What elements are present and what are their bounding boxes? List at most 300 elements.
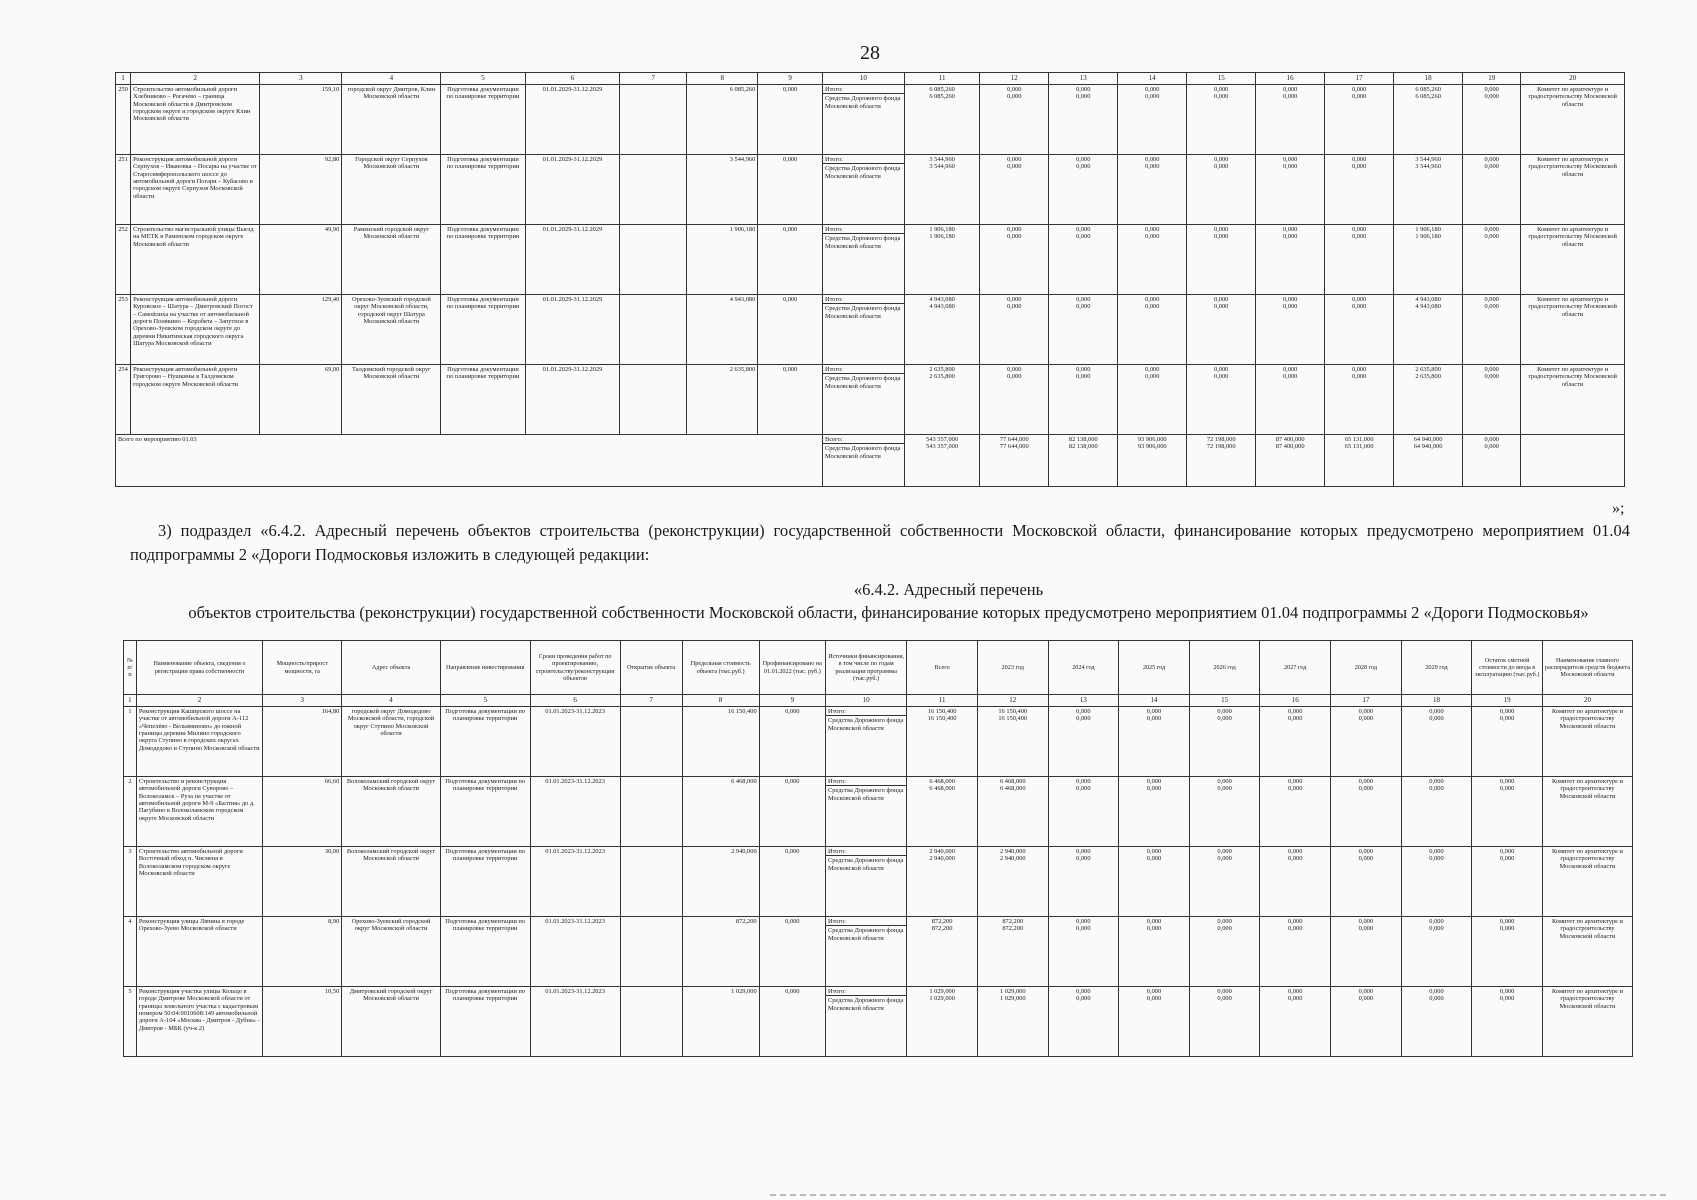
table-cell: 18 bbox=[1401, 695, 1472, 707]
table-row bbox=[116, 85, 1625, 155]
table-cell bbox=[1463, 435, 1521, 487]
fund-value: 0,000 bbox=[1429, 855, 1444, 863]
fund-value: 0,000 bbox=[1288, 925, 1303, 933]
total-value: 3 544,960 bbox=[1415, 156, 1441, 163]
table-cell bbox=[1119, 987, 1190, 1057]
fund-value: 2 940,000 bbox=[999, 855, 1026, 863]
fund-label: Средства Дорожного фонда Московской области bbox=[823, 303, 904, 340]
table-cell bbox=[1256, 225, 1325, 295]
table-cell bbox=[1048, 847, 1119, 917]
total-value: 0,000 bbox=[1217, 918, 1232, 925]
fund-value: 3 544,960 bbox=[929, 163, 955, 171]
table-cell: 01.01.2023-31.12.2023 bbox=[530, 707, 620, 777]
table-cell bbox=[1394, 295, 1463, 365]
fund-value: 0,000 bbox=[1007, 93, 1022, 101]
table-cell: Орехово-Зуевский городской округ Московской области, городской округ Шатура Московской области bbox=[342, 295, 441, 365]
fund-value: 0,000 bbox=[1214, 163, 1229, 171]
total-value: 543 357,000 bbox=[926, 436, 959, 443]
table-cell: 2026 год bbox=[1189, 641, 1260, 695]
total-value: 0,000 bbox=[1429, 848, 1444, 855]
table-cell: Подготовка документации по планировке территории bbox=[440, 987, 530, 1057]
table-cell bbox=[1187, 225, 1256, 295]
table-cell bbox=[980, 295, 1049, 365]
total-value: 0,000 bbox=[1484, 156, 1499, 163]
fund-value: 82 138,000 bbox=[1068, 443, 1098, 451]
total-value: 0,000 bbox=[1007, 366, 1022, 373]
total-label: Итого: bbox=[827, 778, 846, 785]
table-cell: Открытие объекта bbox=[620, 641, 682, 695]
table-cell: 4 bbox=[124, 917, 137, 987]
total-value: 72 198,000 bbox=[1206, 436, 1236, 443]
table-cell bbox=[977, 847, 1048, 917]
table-cell: 01.01.2023-31.12.2023 bbox=[530, 917, 620, 987]
fund-value: 0,000 bbox=[1217, 855, 1232, 863]
fund-value: 0,000 bbox=[1217, 715, 1232, 723]
total-value: 872,200 bbox=[931, 918, 953, 925]
table-cell bbox=[1049, 295, 1118, 365]
fund-label: Средства Дорожного фонда Московской области bbox=[823, 443, 904, 480]
table-cell: 0,000 bbox=[759, 987, 825, 1057]
table-cell: 0,000 bbox=[759, 707, 825, 777]
table-cell: 2 635,800 bbox=[687, 365, 758, 435]
table-cell: 6 bbox=[525, 73, 620, 85]
table-cell bbox=[980, 155, 1049, 225]
table-cell: городской округ Дмитров, Клин Московской области bbox=[342, 85, 441, 155]
table-cell bbox=[1049, 225, 1118, 295]
table-cell bbox=[620, 987, 682, 1057]
table-cell bbox=[1260, 917, 1331, 987]
fund-value: 0,000 bbox=[1429, 785, 1444, 793]
table-cell: 9 bbox=[758, 73, 823, 85]
total-value: 0,000 bbox=[1076, 86, 1091, 93]
table-cell bbox=[1331, 707, 1402, 777]
table-cell: 14 bbox=[1118, 73, 1187, 85]
total-value: 0,000 bbox=[1214, 86, 1229, 93]
closing-mark: »; bbox=[1612, 500, 1625, 517]
table-cell: 17 bbox=[1331, 695, 1402, 707]
table-cell: № п/п bbox=[124, 641, 137, 695]
summary-row bbox=[116, 435, 1625, 487]
table-cell bbox=[822, 225, 904, 295]
table-cell: 6 085,260 bbox=[687, 85, 758, 155]
table-cell: 4 943,080 bbox=[687, 295, 758, 365]
total-value: 4 943,080 bbox=[1415, 296, 1441, 303]
table-cell: 0,000 bbox=[758, 155, 823, 225]
table-cell bbox=[1401, 777, 1472, 847]
table-cell: 6 468,000 bbox=[682, 777, 759, 847]
table-row bbox=[124, 917, 1633, 987]
table-cell bbox=[1048, 917, 1119, 987]
table-cell: 1 029,000 bbox=[682, 987, 759, 1057]
total-value: 0,000 bbox=[1146, 988, 1162, 995]
table-cell: 01.01.2029-31.12.2029 bbox=[525, 85, 620, 155]
table-cell bbox=[1189, 987, 1260, 1057]
fund-value: 543 357,000 bbox=[926, 443, 959, 451]
table-cell bbox=[1048, 777, 1119, 847]
fund-value: 0,000 bbox=[1351, 303, 1367, 311]
total-value: 4 943,080 bbox=[929, 296, 955, 303]
table-cell: 3 544,960 bbox=[687, 155, 758, 225]
amendment-text: 3) подраздел «6.4.2. Адресный перечень объектов строительства (реконструкции) государственной собственности Московской области, финансирование которых предусмотрено мероприятием 01.04 подпрограммы 2 «Дороги Подмосковья изложить в следующей редакции: bbox=[130, 521, 1630, 564]
table-cell bbox=[620, 365, 687, 435]
section-heading: «6.4.2. Адресный перечень bbox=[853, 580, 1044, 599]
total-label: Итого: bbox=[824, 86, 843, 93]
table-cell bbox=[620, 225, 687, 295]
fund-value: 0,000 bbox=[1076, 373, 1091, 381]
total-value: 0,000 bbox=[1429, 708, 1444, 715]
table-cell bbox=[1260, 777, 1331, 847]
table-cell: Подготовка документации по планировке территории bbox=[441, 225, 525, 295]
table-cell: 16 bbox=[1260, 695, 1331, 707]
table-cell: Волоколамский городской округ Московской области bbox=[342, 777, 440, 847]
table-cell: Комитет по архитектуре и градостроительству Московской области bbox=[1542, 987, 1632, 1057]
fund-value: 16 150,400 bbox=[927, 715, 957, 723]
table-cell bbox=[1331, 987, 1402, 1057]
table-cell: 10,50 bbox=[263, 987, 342, 1057]
total-value: 0,000 bbox=[1217, 778, 1232, 785]
table-cell: Реконструкция автомобильной дороги Григорово – Нушкины в Талдомском городском округе Московской области bbox=[131, 365, 260, 435]
table-cell: 3 bbox=[260, 73, 342, 85]
fund-value: 872,200 bbox=[1002, 925, 1024, 933]
total-value: 0,000 bbox=[1499, 778, 1515, 785]
table-cell: 2023 год bbox=[977, 641, 1048, 695]
table-cell bbox=[825, 847, 906, 917]
table-cell bbox=[1187, 85, 1256, 155]
table-cell bbox=[1472, 777, 1543, 847]
table-cell bbox=[907, 917, 978, 987]
total-label: Всего: bbox=[824, 436, 843, 443]
table-cell: 0,000 bbox=[758, 365, 823, 435]
table-cell: Комитет по архитектуре и градостроительству Московской области bbox=[1542, 707, 1632, 777]
fund-value: 0,000 bbox=[1076, 93, 1091, 101]
table-cell bbox=[1118, 85, 1187, 155]
table-cell bbox=[1260, 847, 1331, 917]
total-value: 0,000 bbox=[1358, 918, 1374, 925]
fund-value: 0,000 bbox=[1145, 373, 1160, 381]
total-value: 0,000 bbox=[1076, 988, 1091, 995]
fund-value: 64 940,000 bbox=[1413, 443, 1443, 451]
total-value: 0,000 bbox=[1351, 226, 1367, 233]
fund-value: 0,000 bbox=[1358, 925, 1374, 933]
table-cell: 8 bbox=[687, 73, 758, 85]
table-cell bbox=[1256, 435, 1325, 487]
total-value: 0,000 bbox=[1076, 366, 1091, 373]
table-cell: 01.01.2023-31.12.2023 bbox=[530, 987, 620, 1057]
fund-label: Средства Дорожного фонда Московской области bbox=[823, 233, 904, 270]
total-value: 0,000 bbox=[1214, 156, 1229, 163]
table-cell: 159,10 bbox=[260, 85, 342, 155]
fund-value: 0,000 bbox=[1429, 925, 1444, 933]
table-cell: Подготовка документации по планировке территории bbox=[440, 707, 530, 777]
total-value: 0,000 bbox=[1145, 226, 1160, 233]
table-cell bbox=[1256, 155, 1325, 225]
total-value: 0,000 bbox=[1282, 366, 1298, 373]
table-cell: 12 bbox=[977, 695, 1048, 707]
fund-value: 0,000 bbox=[1076, 785, 1091, 793]
table-cell: 13 bbox=[1049, 73, 1118, 85]
table-cell: 6 bbox=[530, 695, 620, 707]
total-value: 0,000 bbox=[1499, 918, 1515, 925]
fund-value: 4 943,080 bbox=[929, 303, 955, 311]
fund-value: 0,000 bbox=[1484, 233, 1499, 241]
fund-value: 6 468,000 bbox=[929, 785, 955, 793]
table-cell: 872,200 bbox=[682, 917, 759, 987]
table-cell bbox=[822, 435, 904, 487]
table-cell bbox=[1401, 707, 1472, 777]
table-cell bbox=[825, 987, 906, 1057]
table-cell bbox=[977, 987, 1048, 1057]
table-cell bbox=[1048, 987, 1119, 1057]
table-cell: 01.01.2029-31.12.2029 bbox=[525, 295, 620, 365]
table-cell: Предельная стоимость объекта (тыс.руб.) bbox=[682, 641, 759, 695]
table-cell: 01.01.2023-31.12.2023 bbox=[530, 847, 620, 917]
table-cell bbox=[1256, 295, 1325, 365]
table-cell bbox=[1325, 225, 1394, 295]
table-cell: Строительство и реконструкция автомобильной дороги Суворово – Волоколамск – Руза на участке от автомобильной дороги М-9 «Балтия» до д. Пагубино в Волоколамском городском округе Московской области bbox=[136, 777, 262, 847]
table-cell bbox=[907, 847, 978, 917]
total-value: 16 150,400 bbox=[998, 708, 1028, 715]
fund-value: 0,000 bbox=[1429, 715, 1444, 723]
total-label: Итого: bbox=[827, 918, 846, 925]
total-value: 2 635,800 bbox=[1415, 366, 1441, 373]
table-cell bbox=[1472, 917, 1543, 987]
total-value: 0,000 bbox=[1214, 366, 1229, 373]
fund-value: 0,000 bbox=[1351, 233, 1367, 241]
total-label: Итого: bbox=[824, 156, 843, 163]
table-cell bbox=[1049, 155, 1118, 225]
table-cell bbox=[904, 225, 979, 295]
table-cell: 4 bbox=[342, 73, 441, 85]
table-cell bbox=[980, 365, 1049, 435]
total-value: 2 940,000 bbox=[929, 848, 955, 855]
table-cell: 92,80 bbox=[260, 155, 342, 225]
table-cell bbox=[822, 85, 904, 155]
fund-label: Средства Дорожного фонда Московской области bbox=[823, 93, 904, 130]
fund-value: 16 150,400 bbox=[998, 715, 1028, 723]
fund-value: 0,000 bbox=[1351, 373, 1367, 381]
table-cell bbox=[822, 295, 904, 365]
fund-value: 0,000 bbox=[1076, 715, 1091, 723]
fund-value: 1 029,000 bbox=[999, 995, 1026, 1003]
table-cell bbox=[904, 85, 979, 155]
table-cell: Подготовка документации по планировке территории bbox=[441, 365, 525, 435]
total-value: 6 468,000 bbox=[929, 778, 955, 785]
table-cell: 0,000 bbox=[759, 847, 825, 917]
total-value: 0,000 bbox=[1146, 918, 1162, 925]
table-cell: 69,00 bbox=[260, 365, 342, 435]
total-label: Итого: bbox=[824, 366, 843, 373]
table-cell bbox=[1189, 707, 1260, 777]
table-cell: Наименование главного распорядителя средств бюджета Московской области bbox=[1542, 641, 1632, 695]
table-cell: Комитет по архитектуре и градостроительству Московской области bbox=[1521, 225, 1625, 295]
total-value: 1 029,000 bbox=[999, 988, 1026, 995]
table-cell: 66,60 bbox=[263, 777, 342, 847]
fund-value: 0,000 bbox=[1145, 163, 1160, 171]
table-cell bbox=[1189, 847, 1260, 917]
total-value: 0,000 bbox=[1217, 708, 1232, 715]
table-cell bbox=[1118, 225, 1187, 295]
table-cell bbox=[1119, 917, 1190, 987]
table-cell: 0,000 bbox=[759, 777, 825, 847]
table-cell: 8,90 bbox=[263, 917, 342, 987]
fund-value: 0,000 bbox=[1145, 233, 1160, 241]
fund-value: 0,000 bbox=[1217, 925, 1232, 933]
fund-value: 0,000 bbox=[1358, 715, 1374, 723]
total-value: 0,000 bbox=[1282, 156, 1298, 163]
table-cell bbox=[1189, 777, 1260, 847]
table-cell bbox=[620, 295, 687, 365]
fund-value: 0,000 bbox=[1076, 303, 1091, 311]
fund-value: 0,000 bbox=[1146, 855, 1162, 863]
fund-value: 0,000 bbox=[1288, 715, 1303, 723]
table-cell bbox=[1187, 155, 1256, 225]
total-value: 93 906,000 bbox=[1137, 436, 1167, 443]
table-cell: 10 bbox=[822, 73, 904, 85]
total-value: 0,000 bbox=[1076, 848, 1091, 855]
fund-value: 0,000 bbox=[1499, 715, 1515, 723]
table-cell bbox=[904, 365, 979, 435]
table-cell: 2 940,000 bbox=[682, 847, 759, 917]
total-value: 0,000 bbox=[1007, 156, 1022, 163]
scan-artifact bbox=[770, 1194, 1670, 1196]
table-cell: Строительство магистральной улицы Выезд на МЕТК в Раменском городском округе Московской области bbox=[131, 225, 260, 295]
table-cell: 20 bbox=[1521, 73, 1625, 85]
table-cell: 129,40 bbox=[260, 295, 342, 365]
table-cell: 01.01.2029-31.12.2029 bbox=[525, 155, 620, 225]
table-cell bbox=[1331, 777, 1402, 847]
table-cell bbox=[620, 155, 687, 225]
fund-value: 6 468,000 bbox=[999, 785, 1026, 793]
total-value: 0,000 bbox=[1076, 918, 1091, 925]
table-cell: Профинансировано на 01.01.2022 (тыс. руб.) bbox=[759, 641, 825, 695]
table-cell bbox=[1187, 295, 1256, 365]
total-value: 6 085,260 bbox=[1415, 86, 1441, 93]
fund-value: 0,000 bbox=[1076, 163, 1091, 171]
table-cell: Раменский городской округ Московской области bbox=[342, 225, 441, 295]
table-cell bbox=[907, 777, 978, 847]
table-cell bbox=[1118, 365, 1187, 435]
table-cell bbox=[1119, 777, 1190, 847]
table-cell: 01.01.2029-31.12.2029 bbox=[525, 225, 620, 295]
fund-value: 0,000 bbox=[1007, 303, 1022, 311]
total-value: 0,000 bbox=[1146, 708, 1162, 715]
header-row bbox=[124, 641, 1633, 695]
total-value: 0,000 bbox=[1288, 708, 1303, 715]
fund-value: 0,000 bbox=[1282, 233, 1298, 241]
table-cell: 5 bbox=[441, 73, 525, 85]
fund-value: 0,000 bbox=[1076, 995, 1091, 1003]
table-cell: Источники финансирования, в том числе по годам реализации программы (тыс.руб.) bbox=[825, 641, 906, 695]
table-cell: Строительство автомобильной дороги Восточный обход п. Чисмена в Волоколамском городском округе Московской области bbox=[136, 847, 262, 917]
fund-value: 872,200 bbox=[931, 925, 953, 933]
fund-value: 77 644,000 bbox=[999, 443, 1029, 451]
table-cell bbox=[1187, 435, 1256, 487]
table-cell: 49,90 bbox=[260, 225, 342, 295]
fund-label: Средства Дорожного фонда Московской области bbox=[826, 995, 906, 1032]
fund-label: Средства Дорожного фонда Московской области bbox=[826, 715, 906, 752]
table-cell: Подготовка документации по планировке территории bbox=[440, 777, 530, 847]
table-cell bbox=[1394, 225, 1463, 295]
fund-value: 0,000 bbox=[1146, 785, 1162, 793]
fund-value: 0,000 bbox=[1358, 995, 1374, 1003]
total-value: 0,000 bbox=[1282, 86, 1298, 93]
total-value: 0,000 bbox=[1351, 156, 1367, 163]
fund-value: 3 544,960 bbox=[1415, 163, 1441, 171]
table-cell bbox=[977, 777, 1048, 847]
table-cell bbox=[980, 85, 1049, 155]
table-row bbox=[116, 225, 1625, 295]
table-cell bbox=[1118, 435, 1187, 487]
table-cell: 5 bbox=[440, 695, 530, 707]
fund-value: 0,000 bbox=[1214, 303, 1229, 311]
table-cell: Комитет по архитектуре и градостроительству Московской области bbox=[1521, 365, 1625, 435]
table-row bbox=[124, 707, 1633, 777]
total-value: 0,000 bbox=[1358, 848, 1374, 855]
table-cell: 2024 год bbox=[1048, 641, 1119, 695]
total-value: 0,000 bbox=[1288, 848, 1303, 855]
fund-value: 0,000 bbox=[1288, 855, 1303, 863]
table-cell bbox=[907, 707, 978, 777]
table-row bbox=[124, 847, 1633, 917]
fund-value: 0,000 bbox=[1146, 715, 1162, 723]
table-cell: Всего bbox=[907, 641, 978, 695]
table-cell bbox=[1260, 987, 1331, 1057]
total-value: 0,000 bbox=[1076, 708, 1091, 715]
total-label: Итого: bbox=[824, 226, 843, 233]
section-subheading: объектов строительства (реконструкции) государственной собственности Московской области, финансирование которых предусмотрено мероприятием 01.04 подпрограммы 2 «Дороги Подмосковья» bbox=[188, 603, 1589, 622]
fund-value: 0,000 bbox=[1214, 233, 1229, 241]
total-value: 1 906,180 bbox=[929, 226, 955, 233]
table-cell: Подготовка документации по планировке территории bbox=[441, 85, 525, 155]
total-value: 0,000 bbox=[1217, 848, 1232, 855]
table-cell bbox=[1463, 225, 1521, 295]
fund-value: 0,000 bbox=[1282, 163, 1298, 171]
fund-value: 0,000 bbox=[1351, 163, 1367, 171]
fund-value: 0,000 bbox=[1358, 785, 1374, 793]
fund-value: 0,000 bbox=[1499, 785, 1515, 793]
table-cell bbox=[1521, 435, 1625, 487]
total-value: 87 400,000 bbox=[1275, 436, 1305, 443]
table-cell: 10 bbox=[825, 695, 906, 707]
fund-value: 0,000 bbox=[1429, 995, 1444, 1003]
table-cell: 9 bbox=[759, 695, 825, 707]
table-cell bbox=[1394, 435, 1463, 487]
fund-label: Средства Дорожного фонда Московской области bbox=[826, 925, 906, 962]
table-cell bbox=[980, 225, 1049, 295]
fund-value: 0,000 bbox=[1217, 995, 1232, 1003]
table-cell: Комитет по архитектуре и градостроительству Московской области bbox=[1542, 847, 1632, 917]
table-cell bbox=[904, 435, 979, 487]
total-value: 0,000 bbox=[1288, 918, 1303, 925]
table-cell: Талдомский городской округ Московской области bbox=[342, 365, 441, 435]
total-value: 0,000 bbox=[1145, 86, 1160, 93]
table-cell bbox=[1394, 365, 1463, 435]
fund-value: 2 635,800 bbox=[1415, 373, 1441, 381]
total-value: 0,000 bbox=[1146, 848, 1162, 855]
table-cell: 18 bbox=[1394, 73, 1463, 85]
table-cell: 3 bbox=[263, 695, 342, 707]
fund-value: 0,000 bbox=[1499, 925, 1515, 933]
total-label: Итого: bbox=[824, 296, 843, 303]
total-value: 0,000 bbox=[1146, 778, 1162, 785]
fund-value: 0,000 bbox=[1282, 373, 1298, 381]
table-row bbox=[116, 365, 1625, 435]
fund-value: 65 131,000 bbox=[1344, 443, 1374, 451]
table-cell: 3 bbox=[124, 847, 137, 917]
table-cell bbox=[980, 435, 1049, 487]
total-value: 872,200 bbox=[1002, 918, 1024, 925]
total-value: 0,000 bbox=[1499, 848, 1515, 855]
